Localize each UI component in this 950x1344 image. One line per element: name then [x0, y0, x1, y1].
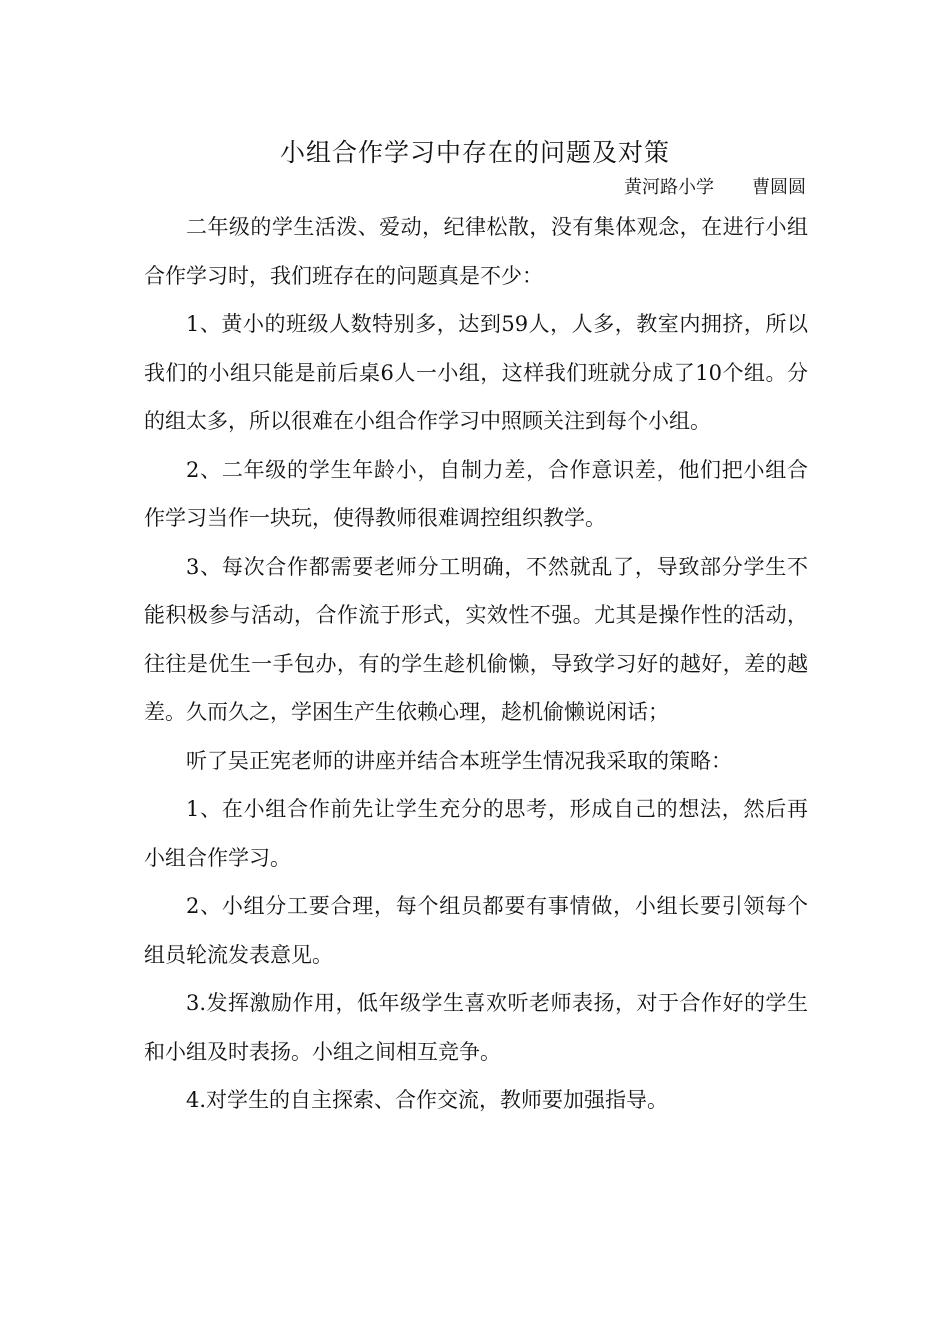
paragraph-problem-3: 3、每次合作都需要老师分工明确，不然就乱了，导致部分学生不能积极参与活动，合作流于形式，实效性不强。尤其是操作性的活动，往往是优生一手包办，有的学生趁机偷懒，导致学习好的越好，差的越差。久而久之，学困生产生依赖心理，趁机偷懒说闲话； [144, 554, 808, 724]
paragraph-strategy-intro: 听了吴正宪老师的讲座并结合本班学生情况我采取的策略： [186, 748, 732, 773]
document-body [144, 203, 808, 1125]
byline [624, 175, 806, 201]
paragraph-strategy-3: 3.发挥激励作用，低年级学生喜欢听老师表扬，对于合作好的学生和小组及时表扬。小组之间相互竞争。 [144, 991, 808, 1064]
paragraph-problem-1: 1、黄小的班级人数特别多，达到59人，人多，教室内拥挤，所以我们的小组只能是前后桌6人一小组，这样我们班就分成了10个组。分的组太多，所以很难在小组合作学习中照顾关注到每个小组。 [144, 312, 808, 433]
paragraph-strategy-4: 4.对学生的自主探索、合作交流，教师要加强指导。 [186, 1088, 669, 1112]
paragraph-strategy-2: 2、小组分工要合理，每个组员都要有事情做，小组长要引领每个组员轮流发表意见。 [144, 894, 808, 967]
paragraph-intro: 二年级的学生活泼、爱动，纪律松散，没有集体观念，在进行小组合作学习时，我们班存在的问题真是不少： [144, 215, 808, 288]
paragraph-problem-2: 2、二年级的学生年龄小，自制力差，合作意识差，他们把小组合作学习当作一块玩，使得教师很难调控组织教学。 [144, 457, 808, 530]
author-name: 曹圆圆 [752, 177, 806, 198]
paragraph-strategy-1: 1、在小组合作前先让学生充分的思考，形成自己的想法，然后再小组合作学习。 [144, 797, 808, 870]
document-title: 小组合作学习中存在的问题及对策 [279, 138, 670, 167]
school-name: 黄河路小学 [624, 177, 714, 198]
